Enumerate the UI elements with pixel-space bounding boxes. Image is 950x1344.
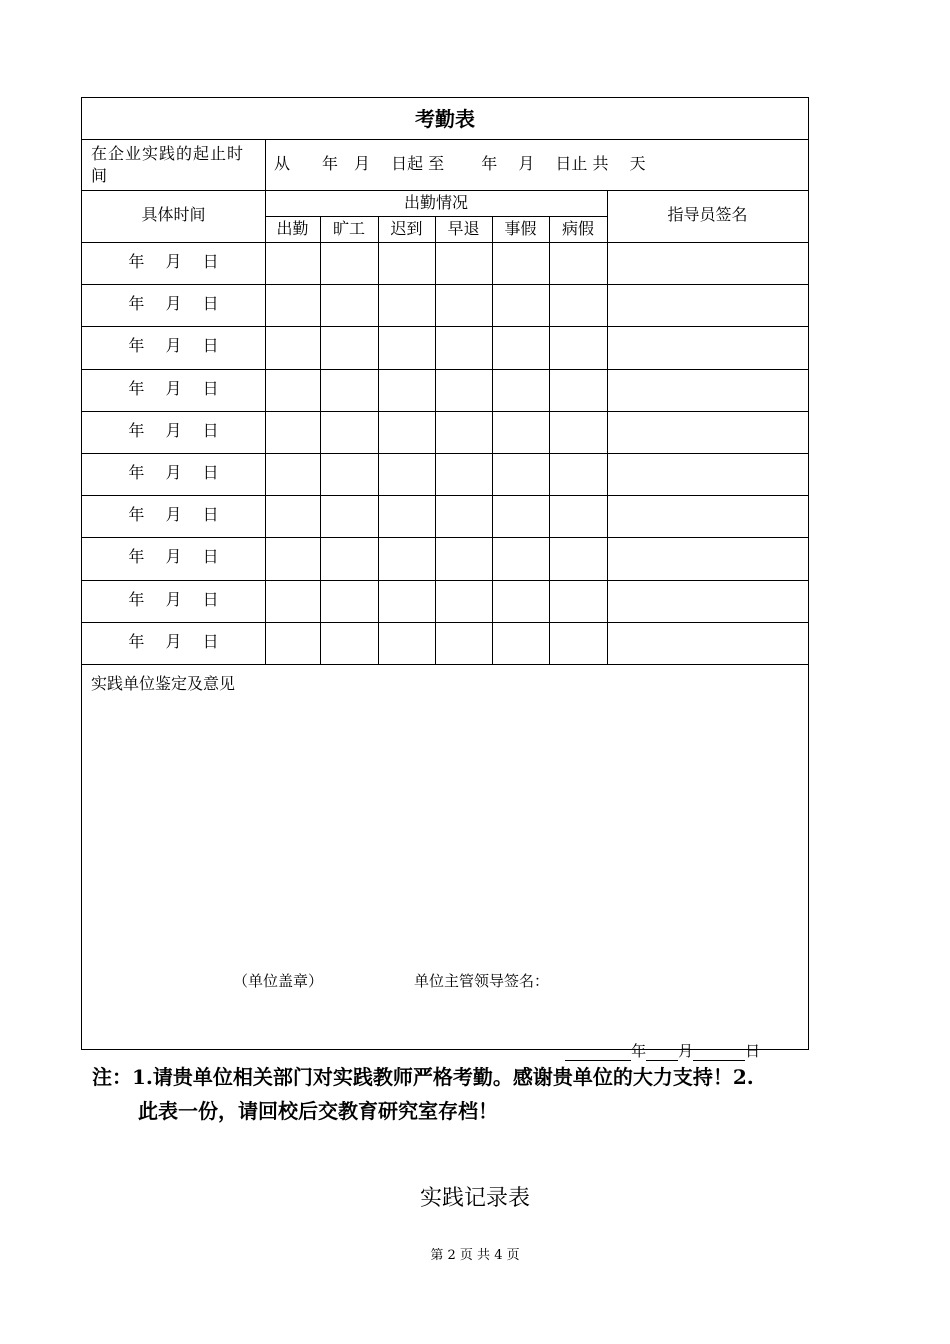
row-date-cell: 年 月 日 [128,379,219,398]
attendance-col-header: 旷工 [332,219,365,238]
row-date-cell: 年 月 日 [128,632,219,651]
sign-date: 年 月 日 [546,1021,760,1081]
divider [265,139,266,664]
day-blank[interactable] [693,1044,745,1061]
divider [549,216,550,664]
row-date-cell: 年 月 日 [128,463,219,482]
divider [265,216,607,217]
divider [82,411,808,412]
divider [82,190,808,191]
divider [82,284,808,285]
attendance-col-header: 事假 [504,219,537,238]
divider [82,580,808,581]
row-date-cell: 年 月 日 [128,547,219,566]
stamp-label: （单位盖章） [233,972,324,990]
row-date-cell: 年 月 日 [128,294,219,313]
divider [82,139,808,140]
month-blank[interactable] [646,1044,678,1061]
attendance-col-header: 病假 [561,219,594,238]
row-date-cell: 年 月 日 [128,505,219,524]
row-date-cell: 年 月 日 [128,421,219,440]
form-title: 考勤表 [415,107,475,131]
note-line-2: 此表一份，请回校后交教育研究室存档！ [138,1099,498,1123]
divider [82,537,808,538]
divider [82,242,808,243]
col-signature-header: 指导员签名 [667,205,748,224]
divider [378,216,379,664]
col-date-header: 具体时间 [141,205,206,224]
divider [82,495,808,496]
period-value: 从 年 月 日起 至 年 月 日止 共 天 [274,154,646,173]
evaluation-label: 实践单位鉴定及意见 [91,674,236,693]
divider [492,216,493,664]
col-attendance-group-header: 出勤情况 [403,193,468,212]
attendance-col-header: 出勤 [276,219,309,238]
row-date-cell: 年 月 日 [128,336,219,355]
divider [607,190,608,664]
divider [82,453,808,454]
divider [82,326,808,327]
leader-signature-label: 单位主管领导签名： [414,972,550,990]
divider [435,216,436,664]
note-line-1: 注：1.请贵单位相关部门对实践教师严格考勤。感谢贵单位的大力支持！2. [92,1065,754,1089]
row-date-cell: 年 月 日 [128,590,219,609]
row-date-cell: 年 月 日 [128,252,219,271]
year-blank[interactable] [565,1044,631,1061]
divider [82,664,808,665]
period-label: 在企业实践的起止时间 [91,144,245,185]
attendance-form [81,97,809,1060]
attendance-col-header: 早退 [447,219,480,238]
note [92,1060,872,1128]
divider [320,216,321,664]
page-footer: 第 2 页 共 4 页 [430,1248,520,1263]
attendance-col-header: 迟到 [390,219,423,238]
next-section-title: 实践记录表 [419,1186,530,1211]
divider [82,622,808,623]
divider [82,369,808,370]
